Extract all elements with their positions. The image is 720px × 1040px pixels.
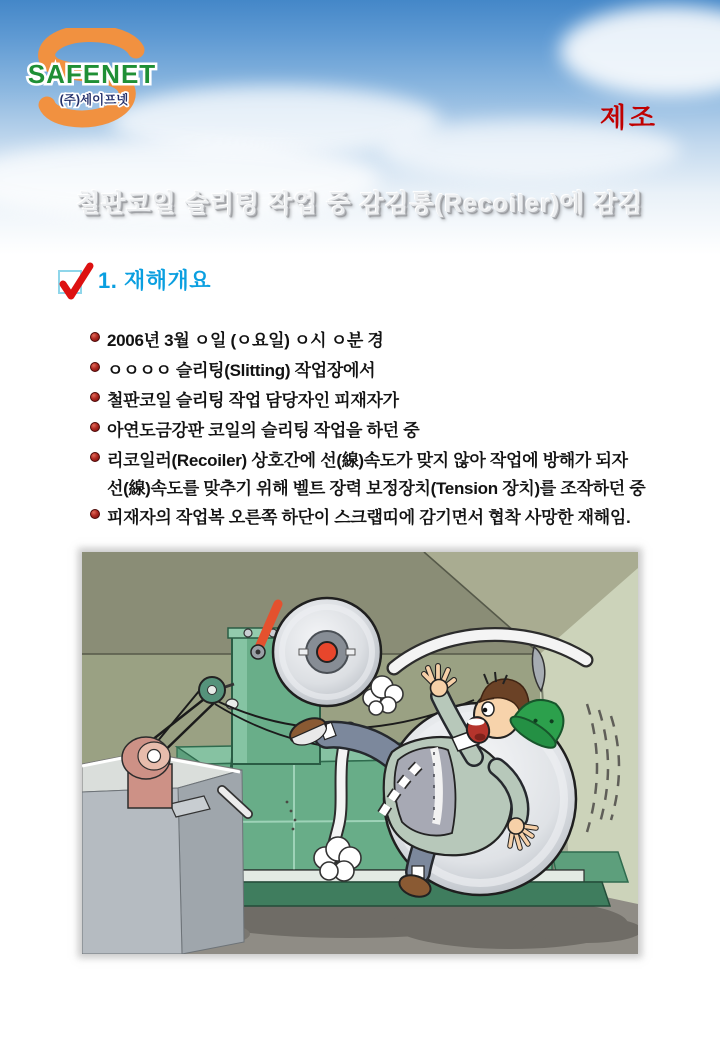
bullet-dot-icon	[90, 362, 100, 372]
bullet-text: 리코일러(Recoiler) 상호간에 선(線)속도가 맞지 않아 작업에 방해가 되자	[107, 451, 628, 470]
bullet-text: 피재자의 작업복 오른쪽 하단이 스크랩띠에 감기면서 협착 사망한 재해임.	[107, 508, 631, 527]
logo-subtitle-text: (주)세이프넷	[59, 93, 129, 107]
bullet-dot-icon	[90, 452, 100, 462]
bullet-text: 철판코일 슬리팅 작업 담당자인 피재자가	[107, 391, 399, 410]
page-title: 철판코일 슬리팅 작업 중 감김통(Recoiler)에 감김	[76, 190, 644, 218]
section-label: 1. 재해개요	[98, 268, 211, 293]
accident-illustration	[82, 552, 638, 954]
logo-s-icon	[24, 28, 164, 128]
logo-brand-text: SAFENET	[27, 59, 157, 89]
bullet-text: 2006년 3월 ㅇ일 (ㅇ요일) ㅇ시 ㅇ분 경	[107, 331, 384, 350]
bullet-dot-icon	[90, 509, 100, 519]
list-item	[90, 446, 628, 471]
list-item-continuation	[90, 474, 645, 499]
list-item	[90, 503, 630, 528]
bullet-text: 아연도금강판 코일의 슬리팅 작업을 하던 중	[107, 421, 420, 440]
checkbox-icon	[58, 270, 82, 294]
bullet-dot-icon	[90, 422, 100, 432]
list-item	[90, 386, 399, 411]
list-item	[90, 416, 419, 441]
cloud-shape	[560, 6, 720, 96]
section-heading	[58, 264, 211, 295]
list-item	[90, 326, 384, 351]
category-label: 제조	[599, 103, 658, 133]
bullet-text: 선(線)속도를 맞추기 위해 벨트 장력 보정장치(Tension 장치)를 조작하던 중	[107, 479, 646, 498]
bullet-dot-icon	[90, 392, 100, 402]
bullet-dot-icon	[90, 332, 100, 342]
safenet-logo	[24, 28, 164, 128]
recoiler-accident-scene	[82, 552, 638, 954]
list-item	[90, 356, 375, 381]
bullet-text: ㅇㅇㅇㅇ 슬리팅(Slitting) 작업장에서	[107, 361, 376, 380]
